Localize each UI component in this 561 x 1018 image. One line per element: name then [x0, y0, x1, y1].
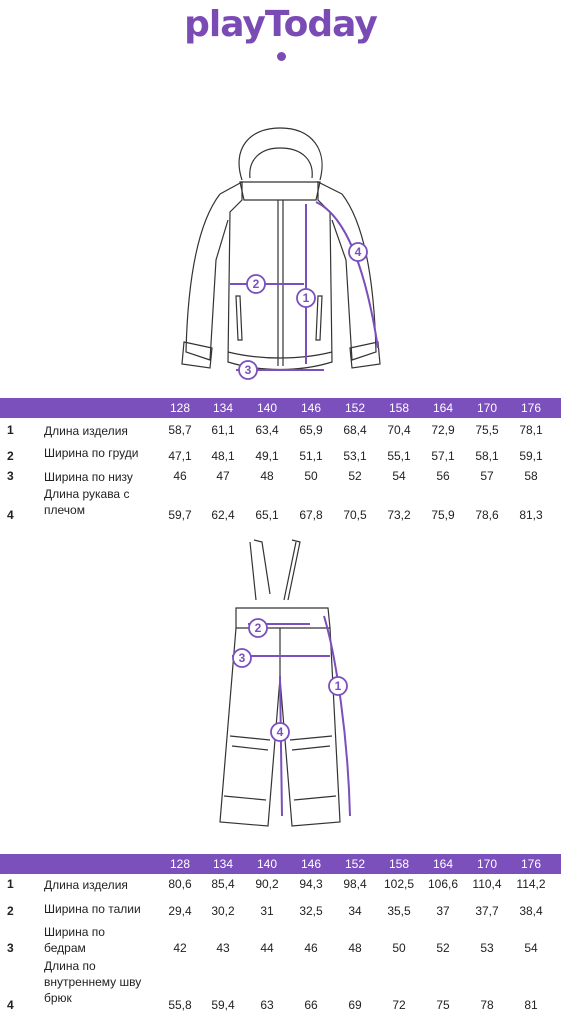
table-cell: 29,4	[168, 904, 192, 918]
table-row	[0, 958, 561, 1018]
jacket-marker-2: 2	[252, 277, 260, 291]
table-cell: 67,8	[299, 508, 323, 522]
table-cell: 54	[524, 941, 538, 955]
row-number: 3	[7, 469, 14, 483]
table-cell: 63,4	[255, 423, 279, 437]
table-cell: 70,4	[387, 423, 411, 437]
table-cell: 48	[348, 941, 362, 955]
table-cell: 48,1	[211, 449, 235, 463]
table-row	[0, 924, 561, 958]
table-cell: 114,2	[516, 877, 546, 891]
table-row	[0, 464, 561, 484]
row-number: 4	[7, 998, 14, 1012]
table-cell: 37,7	[475, 904, 499, 918]
table-cell: 44	[260, 941, 274, 955]
table-cell: 57	[480, 469, 494, 483]
row-label-line: Длина изделия	[44, 424, 128, 438]
table-cell: 52	[436, 941, 450, 955]
logo-dot	[277, 52, 286, 61]
row-label-line: брюк	[44, 991, 72, 1005]
table-cell: 75	[436, 998, 450, 1012]
table-cell: 78,1	[519, 423, 543, 437]
table-cell: 58,1	[475, 449, 499, 463]
table-cell: 49,1	[255, 449, 279, 463]
table-cell: 62,4	[211, 508, 235, 522]
pants-size-header	[0, 854, 561, 874]
table-cell: 58	[524, 469, 538, 483]
table-cell: 54	[392, 469, 406, 483]
row-number: 1	[7, 877, 14, 891]
pants-size-table	[0, 854, 561, 1018]
row-label-line: Длина изделия	[44, 878, 128, 892]
size-header-cell: 176	[520, 401, 542, 415]
table-cell: 50	[304, 469, 318, 483]
row-label-line: Длина по	[44, 959, 96, 973]
table-cell: 42	[173, 941, 187, 955]
size-header-cell: 146	[300, 401, 322, 415]
table-row	[0, 896, 561, 924]
size-header-cell: 170	[476, 857, 498, 871]
pants-marker-3: 3	[238, 651, 246, 665]
size-header-cell: 170	[476, 401, 498, 415]
table-cell: 63	[260, 998, 274, 1012]
table-cell: 59,7	[168, 508, 192, 522]
table-cell: 65,1	[255, 508, 279, 522]
table-cell: 31	[260, 904, 274, 918]
table-cell: 102,5	[383, 877, 415, 891]
size-header-cell: 158	[388, 857, 410, 871]
jacket-illustration	[170, 120, 400, 390]
table-cell: 57,1	[431, 449, 455, 463]
size-header-cell: 134	[212, 857, 234, 871]
table-cell: 61,1	[211, 423, 235, 437]
table-cell: 72	[392, 998, 406, 1012]
size-header-cell: 134	[212, 401, 234, 415]
row-label-line: Ширина по талии	[44, 902, 141, 916]
table-cell: 69	[348, 998, 362, 1012]
size-header-cell: 164	[432, 857, 454, 871]
table-cell: 106,6	[427, 877, 459, 891]
table-cell: 73,2	[387, 508, 411, 522]
table-cell: 56	[436, 469, 450, 483]
row-number: 3	[7, 941, 14, 955]
table-cell: 59,1	[519, 449, 543, 463]
table-cell: 53	[480, 941, 494, 955]
table-cell: 35,5	[387, 904, 411, 918]
row-number: 2	[7, 449, 14, 463]
table-cell: 52	[348, 469, 362, 483]
table-cell: 43	[216, 941, 230, 955]
row-label	[44, 423, 128, 439]
size-header-cell: 128	[169, 401, 191, 415]
row-number: 2	[7, 904, 14, 918]
size-header-cell: 164	[432, 401, 454, 415]
table-cell: 90,2	[255, 877, 279, 891]
table-cell: 47,1	[168, 449, 192, 463]
size-header-cell: 176	[520, 857, 542, 871]
table-cell: 85,4	[211, 877, 235, 891]
table-cell: 75,9	[431, 508, 455, 522]
row-label	[44, 958, 141, 1006]
size-header-cell: 158	[388, 401, 410, 415]
table-row	[0, 874, 561, 896]
table-cell: 81,3	[519, 508, 543, 522]
jacket-size-table	[0, 398, 561, 522]
table-cell: 47	[216, 469, 230, 483]
row-label-line: Ширина по	[44, 925, 105, 939]
row-label	[44, 924, 105, 956]
jacket-size-header	[0, 398, 561, 418]
jacket-marker-3: 3	[244, 363, 252, 377]
table-cell: 81	[524, 998, 538, 1012]
row-label-line: Ширина по груди	[44, 446, 139, 460]
table-cell: 37	[436, 904, 450, 918]
table-cell: 48	[260, 469, 274, 483]
table-cell: 59,4	[211, 998, 235, 1012]
table-cell: 51,1	[299, 449, 323, 463]
table-cell: 94,3	[299, 877, 323, 891]
table-cell: 70,5	[343, 508, 367, 522]
table-row	[0, 418, 561, 440]
row-label-line: внутреннему шву	[44, 975, 142, 989]
table-cell: 30,2	[211, 904, 235, 918]
row-number: 1	[7, 423, 14, 437]
table-cell: 53,1	[343, 449, 367, 463]
table-cell: 65,9	[299, 423, 323, 437]
table-cell: 75,5	[475, 423, 499, 437]
table-cell: 98,4	[343, 877, 367, 891]
size-header-cell: 128	[169, 857, 191, 871]
size-header-cell: 140	[256, 857, 278, 871]
size-header-cell: 146	[300, 857, 322, 871]
row-number: 4	[7, 508, 14, 522]
table-cell: 55,8	[168, 998, 192, 1012]
logo-text: playToday	[184, 4, 377, 45]
row-label-line: плечом	[44, 503, 85, 517]
row-label-line: Длина рукава с	[44, 487, 130, 501]
table-cell: 68,4	[343, 423, 367, 437]
table-cell: 46	[304, 941, 318, 955]
table-cell: 55,1	[387, 449, 411, 463]
row-label	[44, 486, 129, 518]
table-row	[0, 484, 561, 522]
jacket-marker-1: 1	[302, 291, 310, 305]
pants-marker-1: 1	[334, 679, 342, 693]
table-cell: 34	[348, 904, 362, 918]
pants-marker-4: 4	[276, 725, 284, 739]
brand-logo	[0, 4, 561, 60]
row-label	[44, 877, 128, 893]
row-label-line: Ширина по низу	[44, 470, 133, 484]
table-cell: 50	[392, 941, 406, 955]
table-cell: 110,4	[472, 877, 502, 891]
table-cell: 38,4	[519, 904, 543, 918]
table-cell: 80,6	[168, 877, 192, 891]
table-cell: 78,6	[475, 508, 499, 522]
table-cell: 78	[480, 998, 494, 1012]
pants-illustration	[196, 536, 366, 836]
table-cell: 72,9	[431, 423, 455, 437]
row-label	[44, 901, 141, 917]
pants-marker-2: 2	[254, 621, 262, 635]
table-cell: 66	[304, 998, 318, 1012]
table-cell: 46	[173, 469, 187, 483]
row-label-line: бедрам	[44, 941, 86, 955]
row-label	[44, 445, 138, 461]
row-label	[44, 469, 133, 485]
table-row	[0, 440, 561, 464]
size-header-cell: 152	[344, 857, 366, 871]
size-header-cell: 152	[344, 401, 366, 415]
jacket-marker-4: 4	[354, 245, 362, 259]
table-cell: 58,7	[168, 423, 192, 437]
table-cell: 32,5	[299, 904, 323, 918]
size-header-cell: 140	[256, 401, 278, 415]
